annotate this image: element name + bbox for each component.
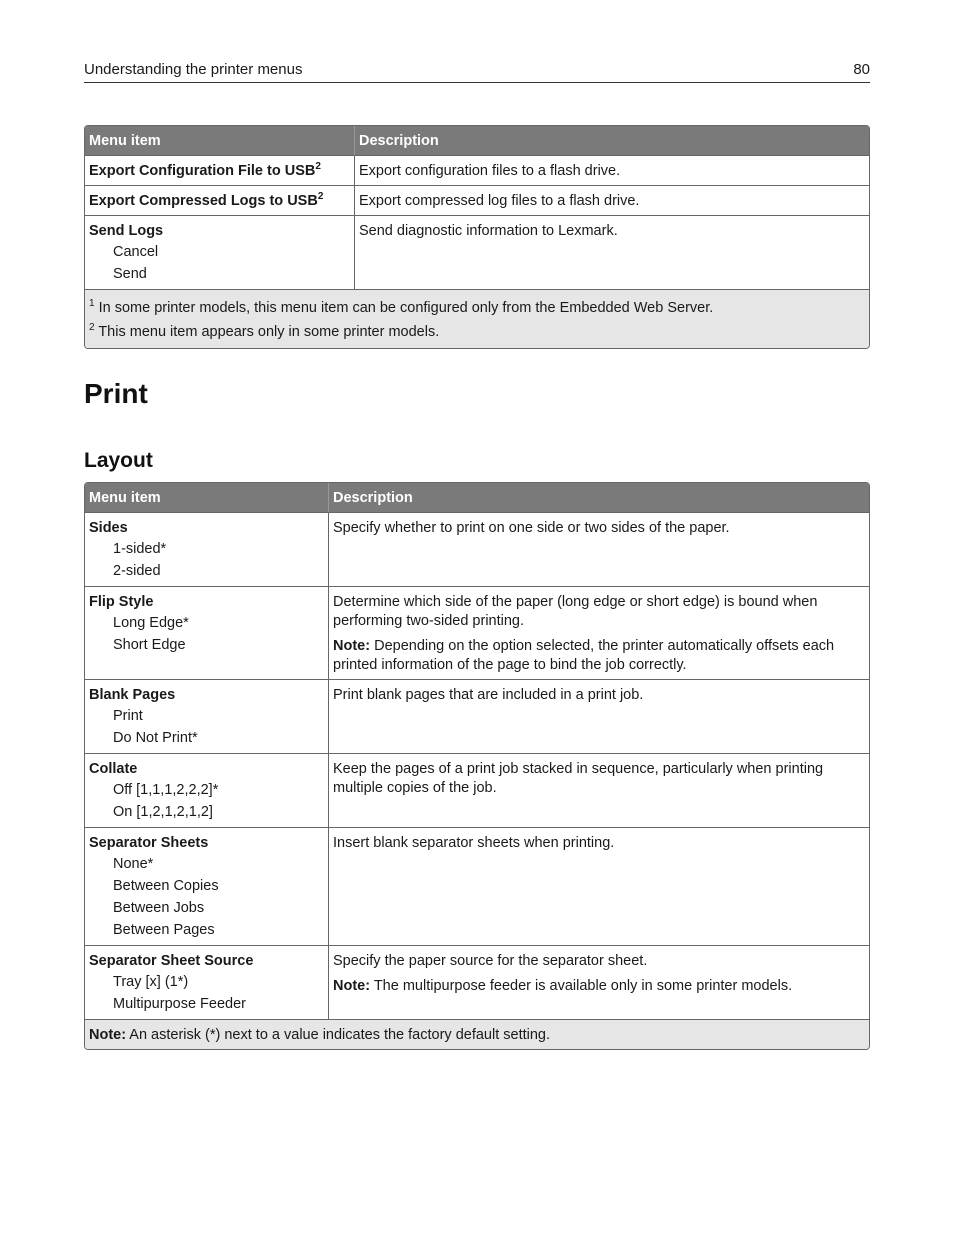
description-note: Note: The multipurpose feeder is available only in some printer models. bbox=[333, 978, 793, 994]
menu-option: 2-sided bbox=[113, 563, 161, 579]
menu-table-export bbox=[84, 125, 870, 349]
menu-item-name: Separator Sheets bbox=[89, 835, 209, 851]
description-cell bbox=[354, 155, 869, 185]
footnote: $^1$ In some printer models, this menu item can be configured only from the Embedded Web Server. bbox=[89, 298, 714, 316]
description-cell bbox=[354, 215, 869, 289]
menu-table-layout bbox=[84, 482, 870, 1050]
footnote-ref: 2 bbox=[317, 191, 324, 202]
menu-item-cell bbox=[85, 215, 354, 289]
menu-option: Multipurpose Feeder bbox=[113, 996, 246, 1012]
menu-item-name: Separator Sheet Source bbox=[89, 953, 254, 969]
table-row bbox=[85, 586, 869, 679]
menu-option: Between Pages bbox=[113, 922, 215, 938]
menu-option: Between Jobs bbox=[113, 900, 205, 916]
menu-item-name: Sides bbox=[89, 520, 128, 536]
menu-option: Send bbox=[113, 266, 147, 282]
table-footnote-row bbox=[85, 289, 869, 348]
menu-option: Tray [x] (1*) bbox=[113, 974, 189, 990]
menu-item-cell bbox=[85, 155, 354, 185]
description-cell bbox=[328, 512, 869, 586]
menu-option: None* bbox=[113, 856, 154, 872]
menu-option: Print bbox=[113, 708, 143, 724]
footnote: Note: An asterisk (*) next to a value indicates the factory default setting. bbox=[89, 1027, 551, 1043]
column-header-description: Description bbox=[354, 126, 869, 155]
table-header-row bbox=[85, 483, 869, 512]
description-note: Note: Depending on the option selected, the printer automatically offsets each printed information of the page to bind the job correctly. bbox=[333, 638, 835, 673]
description-text: Print blank pages that are included in a print job. bbox=[333, 687, 644, 703]
table-row bbox=[85, 155, 869, 185]
description-text: Export configuration files to a flash drive. bbox=[359, 163, 621, 179]
page-header bbox=[84, 61, 870, 83]
table-row bbox=[85, 945, 869, 1019]
menu-item-name: Send Logs bbox=[89, 223, 164, 239]
table-footnote-row bbox=[85, 1019, 869, 1049]
table-row bbox=[85, 512, 869, 586]
description-text: Determine which side of the paper (long edge or short edge) is bound when performing two-sided printing. bbox=[333, 594, 818, 629]
menu-option: Off [1,1,1,2,2,2]* bbox=[113, 782, 219, 798]
table-row bbox=[85, 753, 869, 827]
description-cell bbox=[328, 827, 869, 945]
table-row bbox=[85, 215, 869, 289]
table-row bbox=[85, 827, 869, 945]
description-text: Export compressed log files to a flash drive. bbox=[359, 193, 640, 209]
page-number: 80 bbox=[853, 61, 870, 78]
description-text: Send diagnostic information to Lexmark. bbox=[359, 223, 618, 239]
menu-item-name: Export Compressed Logs to USB$^2$ bbox=[89, 191, 324, 209]
menu-item-name: Export Configuration File to USB$^2$ bbox=[89, 161, 321, 179]
footnote-cell bbox=[85, 1019, 869, 1049]
subsection-title: Layout bbox=[84, 449, 153, 472]
description-cell bbox=[354, 185, 869, 215]
table-row bbox=[85, 185, 869, 215]
column-header-description: Description bbox=[328, 483, 869, 512]
footnote-ref: 2 bbox=[315, 161, 321, 172]
description-text: Insert blank separator sheets when printing. bbox=[333, 835, 615, 851]
menu-item-cell bbox=[85, 679, 328, 753]
running-header-title: Understanding the printer menus bbox=[84, 61, 303, 78]
menu-item-name: Blank Pages bbox=[89, 687, 176, 703]
description-cell bbox=[328, 945, 869, 1019]
section-title: Print bbox=[84, 378, 148, 409]
description-text: Specify the paper source for the separator sheet. bbox=[333, 953, 648, 969]
menu-item-cell bbox=[85, 945, 328, 1019]
menu-item-name: Collate bbox=[89, 761, 138, 777]
menu-item-cell bbox=[85, 185, 354, 215]
description-cell bbox=[328, 753, 869, 827]
table-row bbox=[85, 679, 869, 753]
description-text: Keep the pages of a print job stacked in sequence, particularly when printing multiple copies of the job. bbox=[333, 761, 824, 796]
menu-item-cell bbox=[85, 586, 328, 679]
menu-option: 1-sided* bbox=[113, 541, 167, 557]
menu-option: Do Not Print* bbox=[113, 730, 198, 746]
menu-item-cell bbox=[85, 512, 328, 586]
menu-option: Long Edge* bbox=[113, 615, 189, 631]
description-cell bbox=[328, 586, 869, 679]
column-header-menu-item: Menu item bbox=[85, 483, 328, 512]
table-header-row bbox=[85, 126, 869, 155]
footnote: $^2$ This menu item appears only in some printer models. bbox=[89, 322, 440, 340]
menu-option: On [1,2,1,2,1,2] bbox=[113, 804, 213, 820]
menu-item-cell bbox=[85, 753, 328, 827]
menu-option: Between Copies bbox=[113, 878, 219, 894]
column-header-menu-item: Menu item bbox=[85, 126, 354, 155]
menu-option: Short Edge bbox=[113, 637, 186, 653]
menu-item-name: Flip Style bbox=[89, 594, 154, 610]
menu-item-cell bbox=[85, 827, 328, 945]
description-text: Specify whether to print on one side or two sides of the paper. bbox=[333, 520, 730, 536]
footnote-cell bbox=[85, 289, 869, 348]
description-cell bbox=[328, 679, 869, 753]
menu-option: Cancel bbox=[113, 244, 159, 260]
